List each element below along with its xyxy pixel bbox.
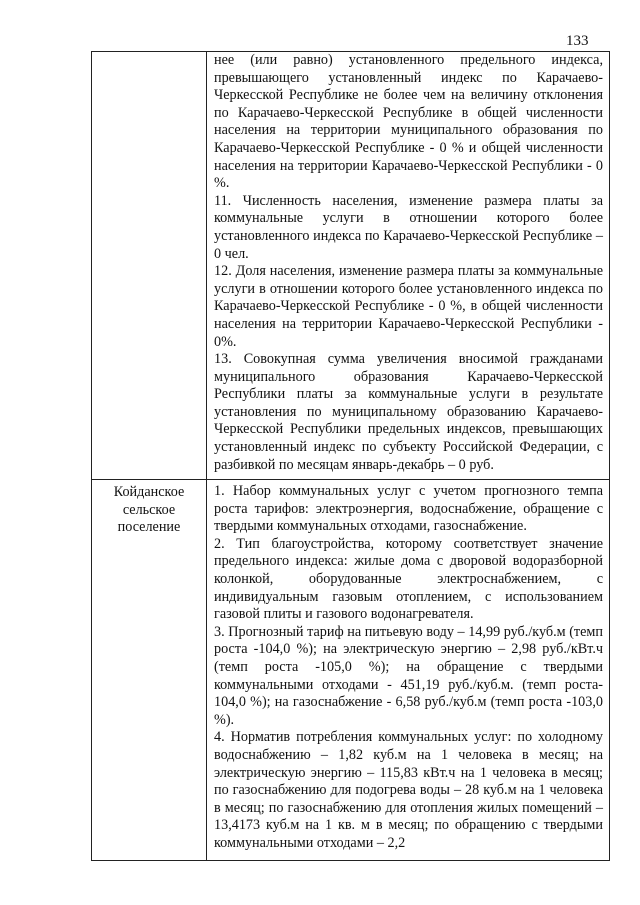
paragraph-continuation: нее (или равно) установленного предельного индекса, превышающего установленный индекс по Карачаево-Черкесской Республике не более чем на величину отклонения по Карачаево-Черкесской Республике в общей численности населения на территории муниципального образования по Карачаево-Черкесской Республике - 0 % и общей численности населения на территории Карачаево-Черкесской Республики - 0 %. [214,52,603,192]
indicators-cell [207,480,610,861]
table-row [92,480,610,861]
paragraph-12: 12. Доля населения, изменение размера платы за коммунальные услуги в отношении которого более установленного индекса по Карачаево-Черкесской Республике - 0 %, в общей численности населения на территории Карачаево-Черкесской Республики - 0%. [214,263,603,350]
paragraph-13: 13. Совокупная сумма увеличения вносимой гражданами муниципального образования Карачаево-Черкесской Республики платы за коммунальные услуги в результате установления по муниципальному образованию Карачаево-Черкесской Республики предельных индексов, превышающих установленный индекс по субъекту Российской Федерации, с разбивкой по месяцам январь-декабрь – 0 руб. [214,351,603,473]
paragraph-1: 1. Набор коммунальных услуг с учетом прогнозного темпа роста тарифов: электроэнергия, водоснабжение, обращение с твердыми коммунальных отходами, газоснабжение. [214,483,603,535]
table-row [92,52,610,480]
settlement-cell-empty [92,52,207,480]
paragraph-4: 4. Норматив потребления коммунальных услуг: по холодному водоснабжению – 1,82 куб.м на 1 человека в месяц; на электрическую энергию – 115,83 кВт.ч на 1 человека в месяц; по газоснабжению для подогрева воды – 28 куб.м на 1 человека в месяц; по газоснабжению для отопления жилых помещений – 13,4173 куб.м на 1 кв. м в месяц; по обращению с твердыми коммунальными отходами – 2,2 [214,729,603,851]
page-number: 133 [566,33,589,49]
paragraph-3: 3. Прогнозный тариф на питьевую воду – 14,99 руб./куб.м (темп роста -104,0 %); на электрическую энергию – 2,98 руб./кВт.ч (темп роста -105,0 %); на обращение с твердыми коммунальными отходами - 451,19 руб./куб.м. (темп роста- 104,0 %); на газоснабжение - 6,58 руб./куб.м (темп роста -103,0 %). [214,623,603,728]
paragraph-11: 11. Численность населения, изменение размера платы за коммунальные услуги в отношении которого более установленного индекса по Карачаево-Черкесской Республике – 0 чел. [214,192,603,262]
indicators-cell [207,52,610,480]
document-table [91,51,610,861]
settlement-name: Койданское сельское поселение [113,484,185,536]
settlement-name [92,52,206,56]
settlement-cell [92,480,207,861]
paragraph-2: 2. Тип благоустройства, которому соответствует значение предельного индекса: жилые дома с дворовой водоразборной колонкой, оборудованные электроснабжением, с индивидуальным газовым отоплением, с использованием газовой плиты и газового водонагревателя. [214,535,603,623]
